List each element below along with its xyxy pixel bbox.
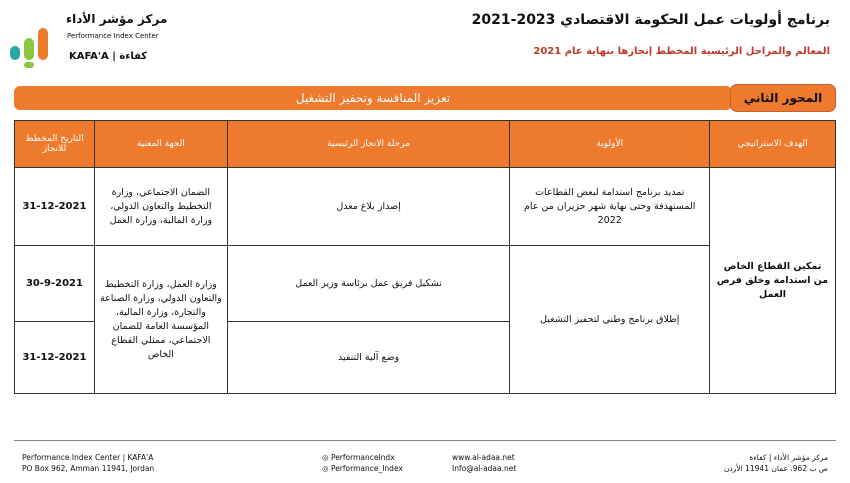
table-header-row (15, 121, 836, 168)
footer-address-en: PO Box 962, Amman 11941, Jordan (22, 464, 155, 473)
row3-date: 31-12-2021 (15, 322, 95, 394)
row3-stage: وضع آلية التنفيذ (227, 322, 510, 394)
strategic-goal: تمكين القطاع الخاص من استدامة وخلق فرص العمل (710, 168, 836, 394)
row2-entity: وزارة العمل، وزارة التخطيط والتعاون الدولي، وزارة الصناعة والتجارة، وزارة المالية، المؤسسة العامة للضمان الاجتماعي، ممثلي القطاع الخاص (94, 246, 227, 394)
table-row (15, 168, 836, 246)
row1-entity: الضمان الاجتماعي، وزارة التخطيط والتعاون الدولي، وزارة المالية، وزارة العمل (94, 168, 227, 246)
row2-date: 30-9-2021 (15, 246, 95, 322)
section-title: تعزيز المنافسة وتحفيز التشغيل (14, 86, 732, 110)
logo-kafaa: KAFA'A | كفاءة (69, 51, 148, 62)
section-tag: المحور الثاني (730, 84, 836, 112)
logo-name-ar: مركز مؤشر الأداء (66, 12, 168, 26)
milestones-table (14, 120, 836, 394)
social-icon: ◎ (322, 453, 331, 462)
priority-1: تمديد برنامج استدامة لبعض القطاعات المستهدفة وحتى نهاية شهر حزيران من عام 2022 (510, 168, 710, 246)
footer-address-ar: ص ب 962، عمان 11941 الأردن (723, 464, 828, 473)
row1-stage: إصدار بلاغ معدل (227, 168, 510, 246)
social-handle-2: Performance_Index (330, 464, 403, 473)
instagram-handle[interactable] (322, 463, 403, 474)
website-link[interactable]: www.al-adaa.net (452, 453, 515, 462)
social-handle-1: PerformanceIndx (330, 453, 395, 462)
header-goal: الهدف الاستراتيجي (710, 121, 836, 168)
social-icon: ◎ (322, 464, 331, 473)
logo-mark-icon (10, 18, 60, 68)
twitter-handle[interactable] (322, 452, 403, 463)
page-title: برنامج أولويات عمل الحكومة الاقتصادي 2023-2021 (471, 12, 830, 28)
header-stage: مرحلة الانجاز الرئيسية (227, 121, 510, 168)
header-date: التاريخ المخطط للانجاز (15, 121, 95, 168)
section-bar (14, 84, 836, 112)
row1-date: 31-12-2021 (15, 168, 95, 246)
footer-org-ar: مركز مؤشر الأداء | كفاءة (749, 453, 828, 462)
email-link[interactable]: Info@al-adaa.net (452, 464, 517, 473)
footer-contact (452, 452, 516, 474)
footer-social (322, 452, 403, 474)
footer-divider (14, 440, 836, 441)
footer-left (22, 452, 154, 474)
footer-org-en: Performance Index Center | KAFA'A (22, 453, 154, 462)
page-subtitle: المعالم والمراحل الرئيسية المخطط إنجازها بنهاية عام 2021 (533, 46, 830, 57)
logo-name-en: Performance Index Center (67, 32, 159, 40)
header-entity: الجهة المعنية (94, 121, 227, 168)
footer-right (724, 452, 828, 474)
row2-stage: تشكيل فريق عمل برئاسة وزير العمل (227, 246, 510, 322)
priority-2: إطلاق برنامج وطني لتحفيز التشغيل (510, 246, 710, 394)
header-priority: الأولوية (510, 121, 710, 168)
